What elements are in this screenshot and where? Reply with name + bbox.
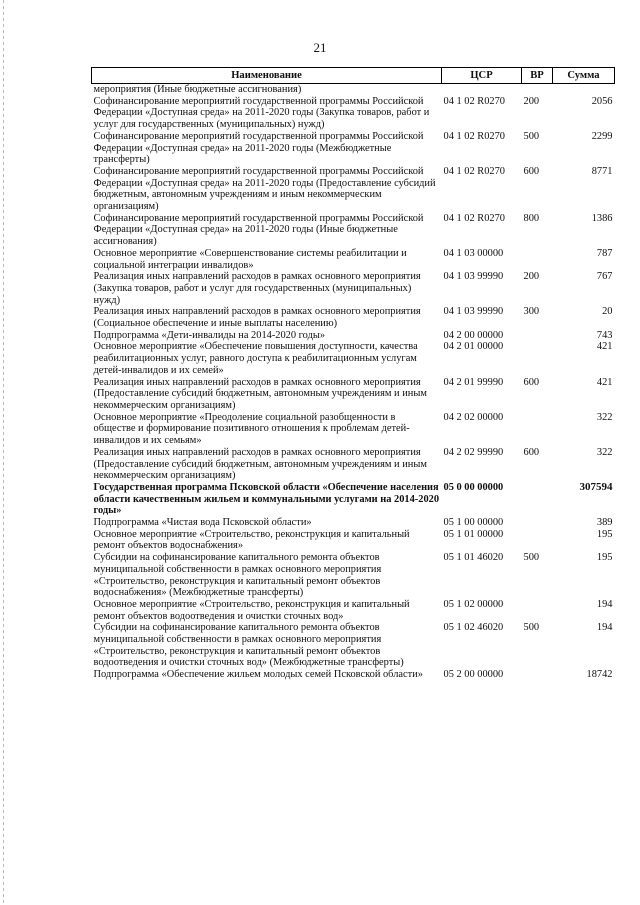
header-csr: ЦСР [442,68,522,84]
row-sum-cell: 2056 [591,95,613,107]
row-vr-cell [522,84,553,96]
row-name-cell: Основное мероприятие «Совершенствование системы реабилитации и социальной интеграции инвалидов» [93,247,407,271]
row-vr-cell [522,248,553,271]
row-csr-cell: 04 2 00 00000 [443,329,504,341]
row-vr-cell: 600 [523,376,540,388]
row-sum-cell: 322 [596,446,613,458]
row-sum-cell: 421 [596,376,613,388]
row-name-cell: Подпрограмма «Чистая вода Псковской области» [93,517,312,529]
table-row [92,517,615,529]
row-csr-cell: 05 1 02 46020 [443,622,504,634]
row-vr-cell [522,330,553,342]
row-vr-cell [522,599,553,622]
row-vr-cell: 500 [523,622,540,634]
table-row [92,341,615,376]
budget-table [91,67,615,681]
row-sum-cell: 322 [596,411,613,423]
row-name-cell: Софинансирование мероприятий государственной программы Российской Федерации «Доступная среда» на 2011-2020 годы (Иные бюджетные ассигнования) [93,212,424,248]
row-csr-cell: 05 1 00 00000 [443,517,504,529]
row-name-cell: Основное мероприятие «Обеспечение повышения доступности, качества реабилитационных услуг, равного доступа к реабилитационным услугам детей-инвалидов и их семей» [93,341,418,376]
row-vr-cell [522,412,553,447]
row-csr-cell: 04 2 02 99990 [443,446,504,458]
row-name-cell: Основное мероприятие «Строительство, реконструкция и капитальный ремонт объектов водоотведения и очистки сточных вод» [93,598,410,622]
table-row [92,529,615,552]
row-sum-cell: 18742 [586,669,613,681]
table-row [92,669,615,681]
row-name-cell: Основное мероприятие «Преодоление социальной разобщенности в обществе и формирование позитивного отношения к проблемам детей-инвалидов и их семьям» [93,411,410,447]
table-row [92,84,615,96]
row-sum-cell: 1386 [591,212,613,224]
row-name-cell: Субсидии на софинансирование капитального ремонта объектов муниципальной собственности в рамках основного мероприятия «Строительство, реконструкция и капитальный ремонт объектов водоснабжения» (Межбюджетные трансферты) [93,552,382,599]
row-name-cell: Реализация иных направлений расходов в рамках основного мероприятия (Предоставление субсидий бюджетным, автономным учреждениям и иным некоммерческим организациям) [93,376,427,411]
table-row [92,330,615,342]
row-sum-cell: 307594 [579,480,613,493]
row-csr-cell [442,84,522,96]
row-csr-cell: 04 1 02 R0270 [443,130,505,142]
scan-edge-mark [3,0,4,905]
row-csr-cell: 04 2 01 99990 [443,376,504,388]
table-row [92,412,615,447]
row-name-cell: Государственная программа Псковской области «Обеспечение населения области качественным жильем и коммунальными услугами на 2014-2020 годы» [93,481,440,517]
row-sum-cell: 743 [596,329,613,341]
row-name-cell: Подпрограмма «Обеспечение жильем молодых семей Псковской области» [93,669,423,681]
table-row [92,306,615,329]
header-sum: Сумма [553,68,615,84]
row-sum-cell: 194 [596,598,613,610]
row-csr-cell: 04 2 02 00000 [443,411,504,423]
table-row [92,482,615,517]
table-row [92,248,615,271]
row-csr-cell: 05 0 00 00000 [443,481,504,493]
row-sum-cell: 20 [602,306,613,318]
table-body [92,84,615,681]
row-vr-cell: 200 [523,271,540,283]
row-csr-cell: 04 1 03 99990 [443,306,504,318]
row-sum-cell: 8771 [591,165,613,177]
table-row [92,447,615,482]
row-name-cell: мероприятия (Иные бюджетные ассигнования) [93,84,302,95]
row-name-cell: Основное мероприятие «Строительство, реконструкция и капитальный ремонт объектов водоснабжения» [93,528,410,552]
table-row [92,96,615,131]
row-sum-cell: 195 [596,552,613,564]
row-vr-cell [522,341,553,376]
row-sum-cell: 194 [596,622,613,634]
table-row [92,622,615,669]
row-csr-cell: 04 1 02 R0270 [443,212,505,224]
row-name-cell: Софинансирование мероприятий государственной программы Российской Федерации «Доступная среда» на 2011-2020 годы (Предоставление субсидий бюджетным, автономным учреждениям и иным некоммерческим организациям) [93,165,436,213]
header-name: Наименование [92,68,442,84]
row-csr-cell: 04 1 02 R0270 [443,165,505,177]
row-vr-cell: 500 [523,552,540,564]
row-csr-cell: 04 2 01 00000 [443,341,504,353]
row-csr-cell: 05 1 01 46020 [443,552,504,564]
row-vr-cell [522,529,553,552]
row-vr-cell [522,482,553,517]
row-sum-cell [553,84,615,96]
table-header-row [92,68,615,84]
row-vr-cell: 200 [523,95,540,107]
row-name-cell: Реализация иных направлений расходов в рамках основного мероприятия (Предоставление субсидий бюджетным, автономным учреждениям и иным некоммерческим организациям) [93,446,427,482]
table-row [92,166,615,213]
row-sum-cell: 2299 [591,130,613,142]
row-vr-cell: 800 [523,212,540,224]
row-name-cell: Подпрограмма «Дети-инвалиды на 2014-2020 годы» [93,329,326,341]
row-sum-cell: 787 [596,247,613,259]
row-sum-cell: 195 [596,528,613,540]
row-name-cell: Софинансирование мероприятий государственной программы Российской Федерации «Доступная среда» на 2011-2020 годы (Закупка товаров, работ и услуг для государственных (муниципальных) нужд) [93,95,430,131]
table-row [92,552,615,599]
row-sum-cell: 389 [596,517,613,529]
row-vr-cell: 500 [523,130,540,142]
row-csr-cell: 04 1 03 99990 [443,271,504,283]
row-name-cell: Софинансирование мероприятий государственной программы Российской Федерации «Доступная среда» на 2011-2020 годы (Межбюджетные трансферты) [93,130,424,166]
table-row [92,213,615,248]
row-sum-cell: 767 [596,271,613,283]
table-row [92,599,615,622]
row-vr-cell [522,669,553,681]
row-name-cell: Субсидии на софинансирование капитального ремонта объектов муниципальной собственности в рамках основного мероприятия «Строительство, реконструкция и капитальный ремонт объектов водоотведения и очистки сточных вод» (Межбюджетные трансферты) [93,622,404,669]
row-csr-cell: 05 1 01 00000 [443,528,504,540]
row-csr-cell: 05 1 02 00000 [443,598,504,610]
row-vr-cell [522,517,553,529]
row-name-cell: Реализация иных направлений расходов в рамках основного мероприятия (Закупка товаров, работ и услуг для государственных (муниципальных) нужд) [93,271,421,306]
row-name-cell: Реализация иных направлений расходов в рамках основного мероприятия (Социальное обеспечение и иные выплаты населению) [93,306,421,330]
row-vr-cell: 600 [523,165,540,177]
row-csr-cell: 04 1 03 00000 [443,247,504,259]
page-number: 21 [313,40,327,55]
table-row [92,377,615,412]
table-row [92,131,615,166]
row-csr-cell: 04 1 02 R0270 [443,95,505,107]
table-row [92,271,615,306]
row-sum-cell: 421 [596,341,613,353]
row-csr-cell: 05 2 00 00000 [443,669,504,681]
row-vr-cell: 600 [523,446,540,458]
header-vr: ВР [522,68,553,84]
row-vr-cell: 300 [523,306,540,318]
